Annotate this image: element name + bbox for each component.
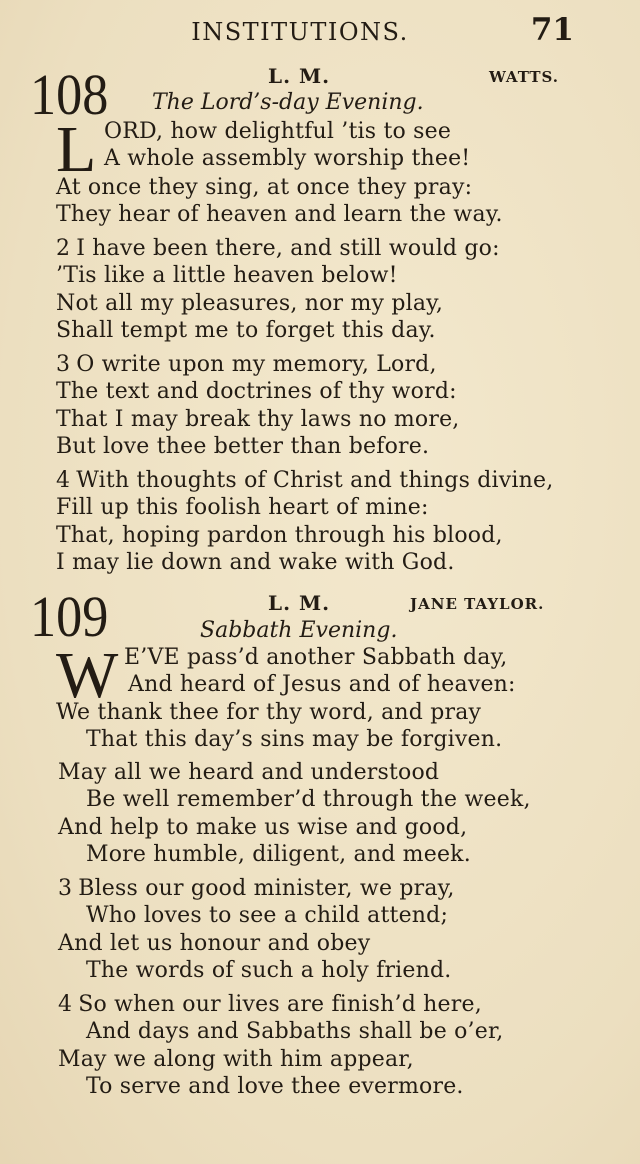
verse-line (58, 876, 455, 901)
running-title: INSTITUTIONS. (191, 18, 409, 46)
hymn-author: WATTS. (489, 68, 560, 86)
verse-line-text: I have been there, and still would go: (76, 236, 500, 261)
verse-line: ’Tis like a little heaven below! (56, 263, 398, 288)
verse-line: May we along with him appear, (58, 1047, 414, 1072)
verse-line: The words of such a holy friend. (86, 958, 452, 983)
verse-line: Who loves to see a child attend; (86, 903, 449, 928)
hymn-title: Sabbath Evening. (200, 618, 398, 643)
verse-line: ORD, how delightful ’tis to see (104, 119, 452, 144)
verse-line-text: So when our lives are finish’d here, (78, 992, 482, 1017)
drop-cap: L (56, 113, 97, 186)
verse-number: 4 (56, 468, 71, 493)
verse-line: At once they sing, at once they pray: (56, 175, 473, 200)
verse-line-text: Bless our good minister, we pray, (78, 876, 455, 901)
hymn-meter: L. M. (268, 591, 331, 615)
verse-line: And days and Sabbaths shall be o’er, (86, 1019, 504, 1044)
verse-line: And help to make us wise and good, (58, 815, 468, 840)
verse-line: More humble, diligent, and meek. (86, 842, 471, 867)
verse-line: And heard of Jesus and of heaven: (128, 672, 516, 697)
verse-line (56, 352, 437, 377)
verse-line: E’VE pass’d another Sabbath day, (124, 645, 508, 670)
verse-number: 3 (58, 876, 73, 901)
verse-line-text: O write upon my memory, Lord, (76, 352, 437, 377)
verse-line: They hear of heaven and learn the way. (56, 202, 503, 227)
verse-line (58, 992, 482, 1017)
verse-line: And let us honour and obey (58, 931, 371, 956)
verse-number: 3 (56, 352, 71, 377)
page-number: 71 (530, 12, 574, 48)
verse-line: I may lie down and wake with God. (56, 550, 455, 575)
verse-line (56, 236, 500, 261)
verse-number: 2 (56, 236, 71, 261)
verse-line: That, hoping pardon through his blood, (56, 523, 503, 548)
hymn-author: JANE TAYLOR. (410, 595, 545, 613)
verse-number: 4 (58, 992, 73, 1017)
verse-line: Fill up this foolish heart of mine: (56, 495, 429, 520)
hymn-meter: L. M. (268, 64, 331, 88)
verse-line: Not all my pleasures, nor my play, (56, 291, 444, 316)
verse-line: The text and doctrines of thy word: (56, 379, 457, 404)
verse-line: To serve and love thee evermore. (86, 1074, 464, 1099)
verse-line: We thank thee for thy word, and pray (56, 700, 482, 725)
verse-line (56, 468, 553, 493)
verse-line: But love thee better than before. (56, 434, 430, 459)
verse-line-text: With thoughts of Christ and things divine, (76, 468, 554, 493)
hymn-title: The Lord’s-day Evening. (152, 90, 424, 115)
verse-line: A whole assembly worship thee! (104, 146, 471, 171)
hymn-number: 109 (30, 584, 109, 649)
verse-line: May all we heard and understood (58, 760, 440, 785)
verse-line: Shall tempt me to forget this day. (56, 318, 436, 343)
hymn-number: 108 (30, 62, 109, 127)
verse-line: Be well remember’d through the week, (86, 787, 531, 812)
verse-line: That this day’s sins may be forgiven. (86, 727, 503, 752)
verse-line: That I may break thy laws no more, (56, 407, 460, 432)
drop-cap: W (56, 639, 119, 712)
